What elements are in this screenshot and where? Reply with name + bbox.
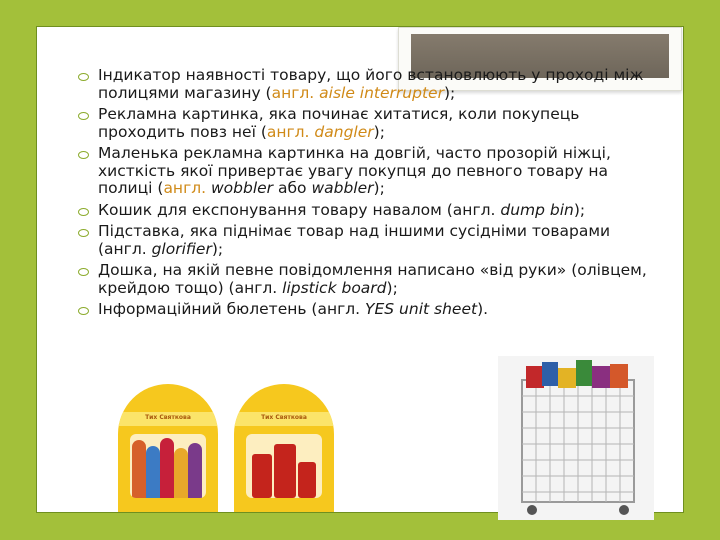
list-item: Кошик для експонування товару навалом (англ. dump bin); — [78, 202, 658, 220]
bullet-icon — [78, 268, 89, 276]
bullet-icon — [78, 73, 89, 81]
sign-image-luggage: Тих Святкова — [234, 384, 334, 512]
list-item: Рекламна картинка, яка починає хитатися, коли покупець проходить повз неї (англ. dangler); — [78, 106, 658, 141]
dump-bin-image — [498, 356, 654, 520]
list-item: Дошка, на якій певне повідомлення написано «від руки» (олівцем, крейдою тощо) (англ. lipstick board); — [78, 262, 658, 297]
list-item: Інформаційний бюлетень (англ. YES unit sheet). — [78, 301, 658, 319]
bullet-icon — [78, 112, 89, 120]
list-item: Маленька рекламна картинка на довгій, часто прозорій ніжці, хисткість якої привертає увагу покупця до певного товару на полиці (англ. wobbler або wabbler); — [78, 145, 658, 198]
bullet-icon — [78, 151, 89, 159]
bullet-icon — [78, 307, 89, 315]
list-item: Підставка, яка піднімає товар над іншими сусідніми товарами (англ. glorifier); — [78, 223, 658, 258]
list-item: Індикатор наявності товару, що його встановлюють у проході між полицями магазину (англ. aisle interrupter); — [78, 67, 658, 102]
bullet-list — [78, 67, 658, 323]
bullet-icon — [78, 229, 89, 237]
bullet-icon — [78, 208, 89, 216]
sign-image-people: Тих Святкова — [118, 384, 218, 512]
